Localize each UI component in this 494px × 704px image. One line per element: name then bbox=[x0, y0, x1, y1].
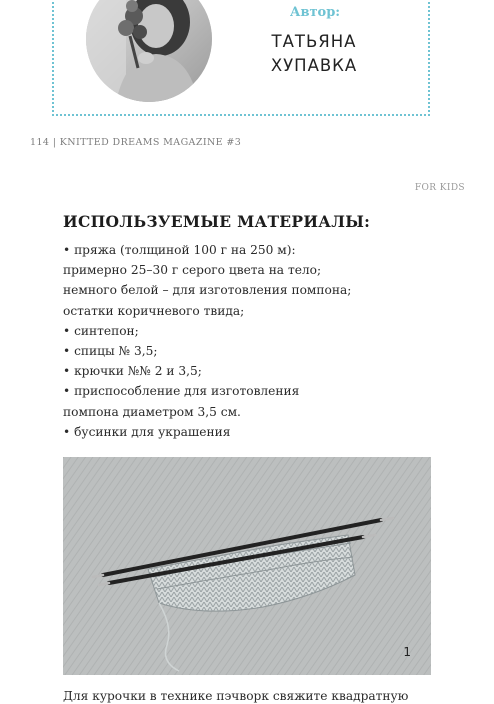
materials-line: помпона диаметром 3,5 см. bbox=[63, 404, 241, 419]
materials-line: • пряжа (толщиной 100 г на 250 м): bbox=[63, 243, 296, 257]
photo-step-number: 1 bbox=[403, 645, 411, 659]
author-name-line-2: ХУПАВКА bbox=[270, 56, 358, 75]
materials-line: • бусинки для украшения bbox=[63, 424, 231, 439]
materials-line: примерно 25–30 г серого цвета на тело; bbox=[63, 263, 322, 278]
author-label: Автор: bbox=[289, 5, 341, 20]
author-name-line-1: ТАТЬЯНА bbox=[271, 32, 357, 51]
section-tag: FOR KIDS bbox=[414, 183, 465, 193]
author-name bbox=[244, 30, 384, 78]
materials-title: ИСПОЛЬЗУЕМЫЕ МАТЕРИАЛЫ: bbox=[63, 212, 371, 231]
materials-line: • спицы № 3,5; bbox=[63, 344, 158, 359]
materials-line: немного белой – для изготовления помпона; bbox=[63, 283, 352, 298]
running-head: 114 | KNITTED DREAMS MAGAZINE #3 bbox=[30, 137, 242, 148]
knitting-photo bbox=[63, 457, 431, 675]
materials-line: • приспособление для изготовления bbox=[63, 384, 300, 399]
materials-line: • синтепон; bbox=[63, 323, 139, 338]
materials-line: остатки коричневого твида; bbox=[63, 303, 245, 318]
materials-line: • крючки №№ 2 и 3,5; bbox=[63, 364, 202, 379]
body-text-line: Для курочки в технике пэчворк свяжите квадратную bbox=[63, 689, 409, 703]
knitting-illustration bbox=[63, 457, 431, 675]
materials-list bbox=[63, 240, 443, 442]
